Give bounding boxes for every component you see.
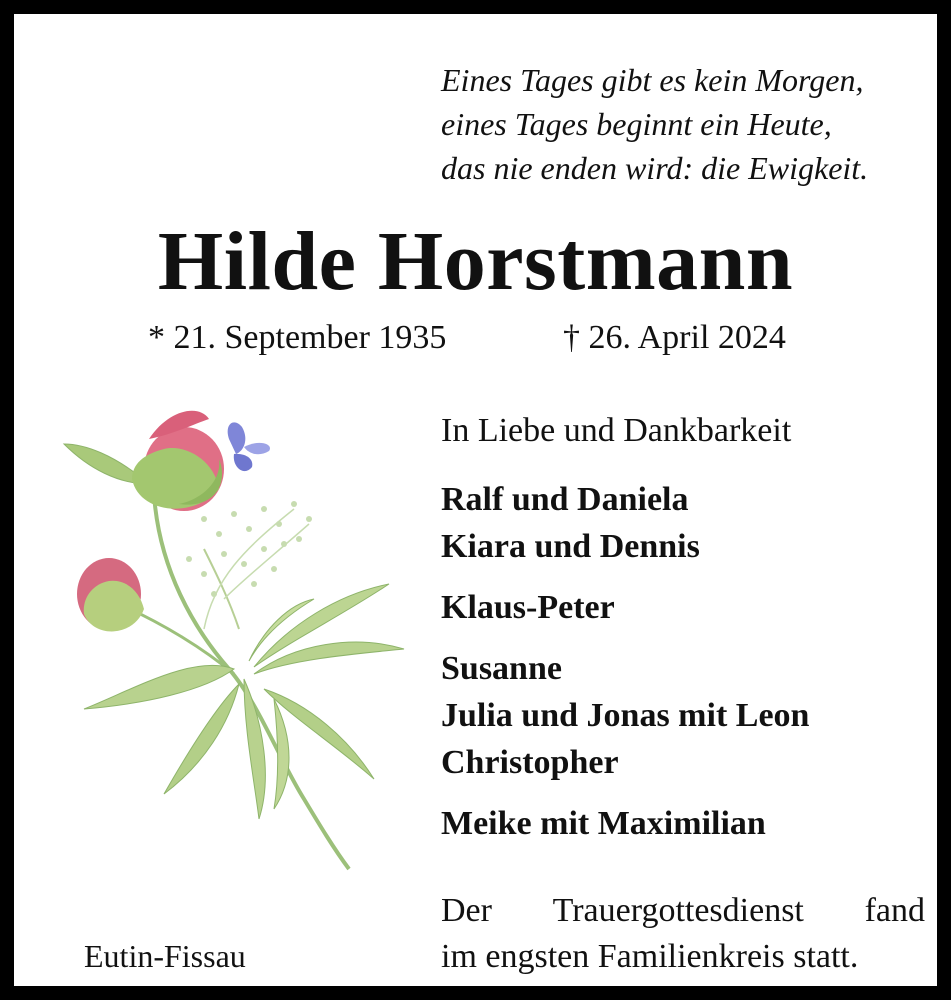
quote-line: das nie enden wird: die Ewigkeit. xyxy=(441,150,869,186)
service-line-1 xyxy=(441,888,925,934)
family-member: Susanne xyxy=(441,650,562,687)
family-member: Meike mit Maximilian xyxy=(441,805,766,842)
epitaph-quote xyxy=(441,58,868,190)
service-word: Der xyxy=(441,892,492,929)
service-word: Trauergottesdienst xyxy=(552,892,804,929)
service-notice xyxy=(441,888,925,980)
family-group xyxy=(441,800,809,847)
birth-date: * 21. September 1935 xyxy=(148,319,447,356)
deceased-name: Hilde Horstmann xyxy=(157,215,794,308)
family-member: Julia und Jonas mit Leon xyxy=(441,697,810,734)
family-member: Ralf und Daniela xyxy=(441,481,689,518)
family-group xyxy=(441,584,809,631)
service-word: fand xyxy=(864,892,925,929)
service-line-2: im engsten Familienkreis statt. xyxy=(441,938,859,975)
family-member: Christopher xyxy=(441,744,619,781)
family-member: Kiara und Dennis xyxy=(441,528,700,565)
quote-line: eines Tages beginnt ein Heute, xyxy=(441,106,832,142)
place-name: Eutin-Fissau xyxy=(84,938,246,974)
dedication-line: In Liebe und Dankbarkeit xyxy=(441,412,792,449)
peony-flower-illustration xyxy=(54,399,414,879)
family-member: Klaus-Peter xyxy=(441,589,615,626)
quote-line: Eines Tages gibt es kein Morgen, xyxy=(441,62,864,98)
death-date: † 26. April 2024 xyxy=(563,319,786,356)
family-group xyxy=(441,645,809,786)
family-group xyxy=(441,476,809,570)
mourners-list xyxy=(441,476,809,861)
